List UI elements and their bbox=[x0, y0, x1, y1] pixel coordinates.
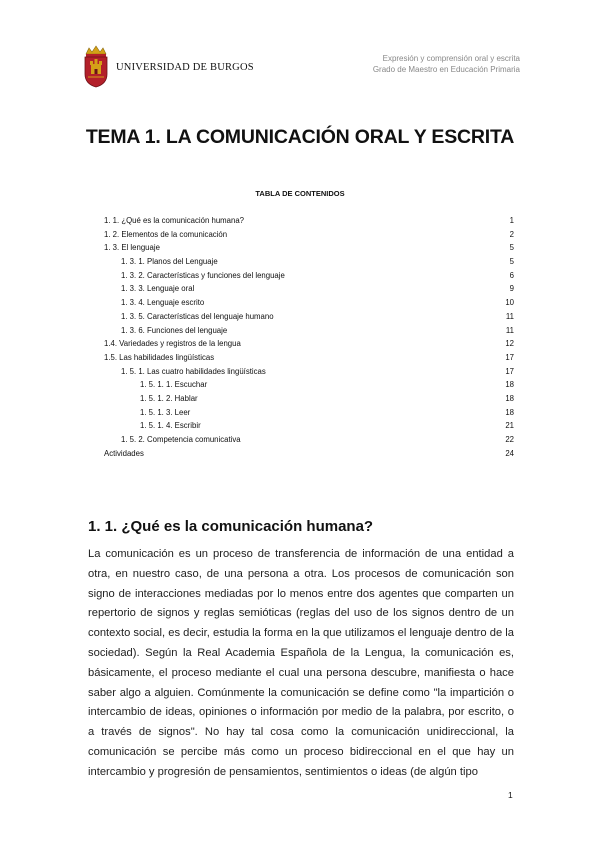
toc-entry-label: 1. 3. 2. Características y funciones del lenguaje bbox=[121, 270, 285, 280]
toc-entry-page: 11 bbox=[505, 311, 514, 321]
toc-entry-label: 1. 5. 1. 3. Leer bbox=[140, 407, 191, 417]
toc-entry-label: 1. 2. Elementos de la comunicación bbox=[104, 229, 228, 239]
degree-line: Grado de Maestro en Educación Primaria bbox=[372, 64, 520, 74]
toc-entry[interactable] bbox=[104, 255, 514, 269]
toc-entry-page: 6 bbox=[509, 270, 514, 280]
toc-entry-label: 1. 3. 1. Planos del Lenguaje bbox=[121, 257, 218, 267]
toc-entry-label: 1.5. Las habilidades lingüísticas bbox=[104, 352, 215, 362]
toc-heading: TABLA DE CONTENIDOS bbox=[255, 189, 345, 198]
toc-entry[interactable] bbox=[104, 406, 514, 420]
page-number: 1 bbox=[508, 790, 513, 800]
toc-entry-label: 1. 3. 3. Lenguaje oral bbox=[121, 284, 195, 294]
toc-entry-page: 12 bbox=[505, 339, 514, 349]
toc-entry[interactable] bbox=[104, 282, 514, 296]
toc-entry-page: 5 bbox=[509, 257, 514, 267]
toc-entry-page: 5 bbox=[509, 243, 514, 253]
toc-entry[interactable] bbox=[104, 351, 514, 365]
toc-entry-label: 1. 5. 1. 1. Escuchar bbox=[140, 380, 208, 390]
toc-entry-label: 1. 5. 1. 4. Escribir bbox=[140, 421, 201, 431]
toc-entry-label: 1. 5. 1. 2. Hablar bbox=[140, 393, 198, 403]
toc-entry[interactable] bbox=[104, 447, 514, 461]
toc-entry-page: 24 bbox=[505, 448, 514, 458]
toc-entry-page: 10 bbox=[505, 298, 514, 308]
toc-entry[interactable] bbox=[104, 228, 514, 242]
toc-entry-label: Actividades bbox=[104, 448, 144, 458]
toc-entry-page: 11 bbox=[505, 325, 514, 335]
toc-entry[interactable] bbox=[104, 310, 514, 324]
toc-entry-page: 2 bbox=[509, 229, 514, 239]
toc-entry-label: 1. 5. 1. Las cuatro habilidades lingüísticas bbox=[121, 366, 266, 376]
toc-entry-label: 1. 3. 6. Funciones del lenguaje bbox=[121, 325, 228, 335]
section-heading: 1. 1. ¿Qué es la comunicación humana? bbox=[88, 518, 374, 535]
toc-entry-label: 1. 3. 4. Lenguaje escrito bbox=[121, 298, 205, 308]
university-name: UNIVERSIDAD DE BURGOS bbox=[116, 62, 254, 73]
page-header bbox=[80, 44, 520, 94]
toc-entry-page: 1 bbox=[509, 216, 514, 225]
toc-entry[interactable] bbox=[104, 296, 514, 310]
toc-entry-page: 9 bbox=[509, 284, 514, 294]
toc-entry[interactable] bbox=[104, 392, 514, 406]
toc-entry-page: 18 bbox=[505, 407, 514, 417]
toc-entry[interactable] bbox=[104, 241, 514, 255]
toc-entry-page: 21 bbox=[505, 421, 514, 431]
toc-entry-label: 1. 1. ¿Qué es la comunicación humana? bbox=[104, 216, 244, 225]
toc-entry-page: 17 bbox=[505, 366, 514, 376]
document-title: TEMA 1. LA COMUNICACIÓN ORAL Y ESCRITA bbox=[85, 126, 515, 148]
toc-entry[interactable] bbox=[104, 433, 514, 447]
course-info bbox=[373, 54, 520, 75]
university-crest-logo bbox=[80, 44, 112, 88]
toc-entry-page: 22 bbox=[505, 435, 514, 444]
subject-line: Expresión y comprensión oral y escrita bbox=[382, 54, 520, 63]
toc-entry-page: 17 bbox=[505, 352, 514, 362]
toc-entry-page: 18 bbox=[505, 380, 514, 390]
toc-entry-label: 1. 3. 5. Características del lenguaje humano bbox=[121, 311, 274, 321]
toc-entry[interactable] bbox=[104, 378, 514, 392]
toc-entry-label: 1. 5. 2. Competencia comunicativa bbox=[121, 435, 241, 444]
toc-entry-label: 1. 3. El lenguaje bbox=[104, 243, 160, 253]
toc-entry-label: 1.4. Variedades y registros de la lengua bbox=[104, 339, 241, 349]
toc-entry[interactable] bbox=[104, 419, 514, 433]
table-of-contents bbox=[104, 214, 514, 460]
toc-entry[interactable] bbox=[104, 365, 514, 379]
toc-entry[interactable] bbox=[104, 337, 514, 351]
toc-entry-page: 18 bbox=[505, 393, 514, 403]
toc-entry[interactable] bbox=[104, 324, 514, 338]
section-body-paragraph: La comunicación es un proceso de transferencia de información de una entidad a otra, en nuestro caso, de una persona a otra. Los procesos de comunicación son signo de interacciones mediadas por lo menos entre dos agentes que comparten un repertorio de signos y reglas semióticas (reglas del uso de los signos dentro de un contexto social, es decir, estudia la forma en la que utilizamos el lenguaje dentro de la sociedad). Según la Real Academia Española de la Lengua, la comunicación es, básicamente, el proceso mediante el cual una persona descubre, manifiesta o hace saber algo a alguien. Comúnmente la comunicación se define como "la impartición o intercambio de ideas, opiniones o información por medio de la palabra, por escrito, o a través de signos". No hay tal cosa como la comunicación unidireccional, la comunicación se percibe más como un proceso bidireccional en el que hay un intercambio y progresión de pensamientos, sentimientos o ideas (de algún tipo bbox=[88, 548, 514, 778]
toc-entry[interactable] bbox=[104, 214, 514, 228]
toc-entry[interactable] bbox=[104, 269, 514, 283]
